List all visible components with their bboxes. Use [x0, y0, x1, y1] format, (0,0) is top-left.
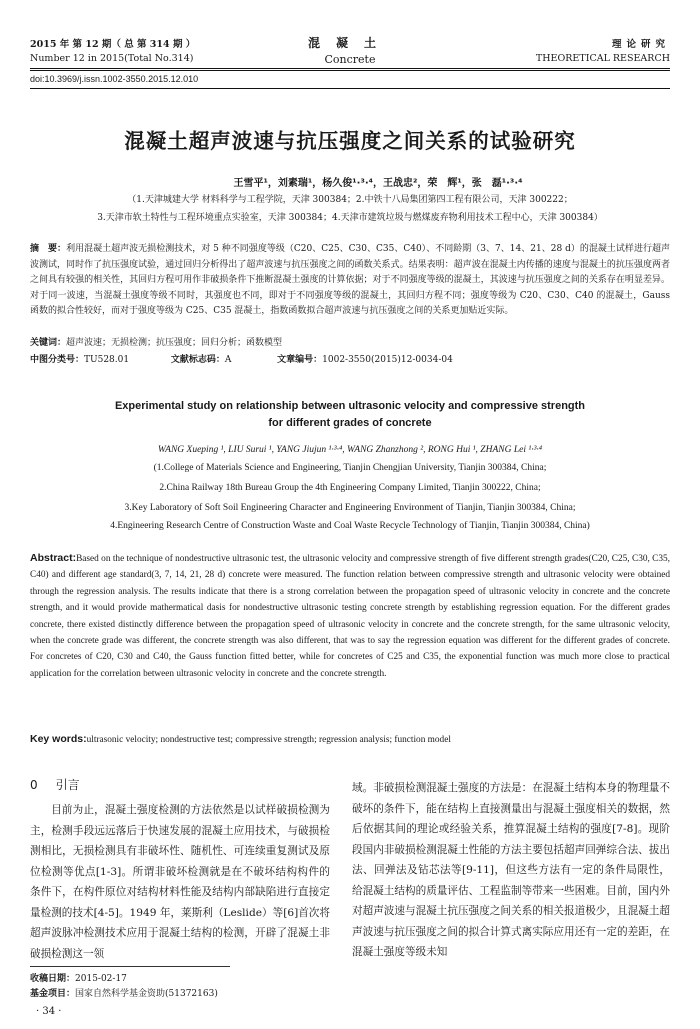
affiliation-en-2: 2.China Railway 18th Bureau Group the 4th Engineering Company Limited, Tianjin 300222, China; — [159, 483, 541, 493]
abstract-cn-label: 摘 要： — [30, 244, 67, 254]
article-title-cn: 混凝土超声波速与抗压强度之间关系的试验研究 — [124, 129, 576, 153]
fund-text: 国家自然科学基金资助(51372163) — [75, 989, 218, 999]
affiliation-en-1: (1.College of Materials Science and Engineering, Tianjin Chengjian University, Tianjin 300384, China; — [153, 463, 547, 473]
header-rule — [30, 68, 670, 69]
article-id-label: 文章编号： — [277, 355, 323, 365]
issue-info-en: Number 12 in 2015(Total No.314) — [30, 53, 194, 64]
body-column-left: 目前为止，混凝土强度检测的方法依然是以试样破损检测为主，检测手段远远落后于快速发展的混凝土应用技术，与破损检测相比，无损检测具有非破坏性、随机性、可连续重复测试及原位检测等优点[1-3]。所谓非破坏检测就是在不破坏结构构件的条件下，在构件原位对结构材料性能及结构内部缺陷进行直接定量检测的技术[4-5]。1949 年，莱斯利（Leslide）等[6]首次将超声波脉冲检测技术应用于混凝土结构的检测，开辟了混凝土非破损检测这一领 — [30, 804, 330, 960]
journal-name-en: Concrete — [324, 53, 376, 66]
footnote-rule — [30, 966, 230, 967]
clc-code: TU528.01 — [84, 355, 130, 365]
keywords-en — [30, 732, 670, 749]
journal-header-row-1 — [30, 36, 670, 52]
clc-label: 中图分类号： — [30, 355, 85, 365]
affiliation-cn-2: 3.天津市软土特性与工程环境重点实验室，天津 300384；4.天津市建筑垃圾与燃煤废弃物利用技术工程中心，天津 300384） — [97, 213, 603, 223]
classification-line — [30, 352, 453, 365]
keywords-en-label: Key words: — [30, 733, 87, 745]
received-date: 2015-02-17 — [75, 974, 127, 984]
authors-en: WANG Xueping ¹, LIU Surui ¹, YANG Jiujun ¹·³·⁴, WANG Zhanzhong ², RONG Hui ¹, ZHANG Lei ¹·³·⁴ — [157, 445, 543, 455]
section-number: 0 — [30, 778, 38, 792]
footnote-received — [30, 971, 127, 984]
header-rule-double — [30, 70, 670, 71]
section-title: 引言 — [55, 778, 80, 792]
affiliation-en-3: 3.Key Laboratory of Soft Soil Engineering Character and Engineering Environment of Tianjin, Tianjin 300384, China; — [124, 503, 576, 513]
affiliation-cn-1: （1.天津城建大学 材料科学与工程学院，天津 300384；2.中铁十八局集团第四工程有限公司，天津 300222； — [127, 195, 573, 205]
section-heading-intro — [30, 776, 80, 793]
column-name-en: THEORETICAL RESEARCH — [535, 53, 670, 64]
received-label: 收稿日期： — [30, 974, 76, 984]
footnote-fund — [30, 986, 218, 999]
keywords-en-text: ultrasonic velocity; nondestructive test; compressive strength; regression analysis; function model — [86, 735, 451, 745]
fund-label: 基金项目： — [30, 989, 76, 999]
doi-rule — [30, 88, 670, 89]
abstract-cn-text: 利用混凝土超声波无损检测技术，对 5 种不同强度等级（C20、C25、C30、C35、C40）、不同龄期（3、7、14、21、28 d）的混凝土试样进行超声波测试，同时作了抗压强度试验，通过回归分析得出了超声波速与抗压强度之间的函数关系式。结果表明：超声波在混凝土内传播的速度与混凝土的抗压强度两者之间具有较强的相关性，其回归方程可用作非破损条件下推断混凝土强度的计算依据；对于不同强度等级的混凝土，其波速与抗压强度之间的关系存在明显差异。对于同一波速，当混凝土强度等级不同时，其强度也不同，即对于不同强度等级的混凝土，其回归方程不同；强度等级为 C20、C30、C40 的混凝土，Gauss 函数的拟合性较好，而对于强度等级为 C25、C35 混凝土，指数函数拟合超声波速与抗压强度之间的关系更加贴近实际。 — [30, 244, 670, 317]
abstract-en — [30, 550, 670, 682]
journal-header-row-2 — [30, 53, 670, 67]
issue-info: 2015 年 第 12 期（ 总 第 314 期 ） — [30, 39, 196, 50]
journal-name-cn: 混凝土 — [307, 36, 392, 50]
abstract-en-label: Abstract: — [30, 552, 77, 564]
article-id: 1002-3550(2015)12-0034-04 — [322, 355, 453, 365]
authors-cn: 王雪平¹，刘素瑞¹，杨久俊¹·³·⁴，王战忠²，荣 辉¹，张 磊¹·³·⁴ — [233, 178, 523, 189]
article-title-en: Experimental study on relationship between ultrasonic velocity and compressive strength for different grades of concrete — [114, 400, 586, 429]
column-name-cn: 理论研究 — [611, 39, 670, 50]
keywords-cn-text: 超声波速；无损检测；抗压强度；回归分析；函数模型 — [66, 338, 283, 348]
keywords-cn-label: 关键词： — [30, 338, 67, 348]
doc-code: A — [224, 355, 232, 365]
keywords-cn — [30, 336, 670, 352]
affiliation-en-4: 4.Engineering Research Centre of Construction Waste and Coal Waste Recycle Technology of Tianjin, Tianjin 300384, China) — [110, 521, 590, 531]
page-number: · 34 · — [36, 1006, 62, 1017]
body-column-right: 域。非破损检测混凝土强度的方法是：在混凝土结构本身的物理量不破坏的条件下，能在结构上直接测量出与混凝土强度相关的数据，然后依据其间的理论或经验关系，推算混凝土结构的强度[7-8]。现阶段国内非破损检测混凝土性能的方法主要包括超声回弹综合法、拔出法、回弹法及钻芯法等[9-11]，但这些方法有一定的条件局限性，给混凝土结构的质量评估、工程监制等带来一些困难。目前，国内外对超声波速与混凝土抗压强度之间关系的相关报道极少，且混凝土超声波速与抗压强度之间的拟合计算式离实际应用还有一定的差距，在混凝土强度等级未知 — [352, 782, 670, 958]
abstract-en-text: Based on the technique of nondestructive ultrasonic test, the ultrasonic velocity and compressive strength of five different strength grades(C20, C25, C30, C35, C40) and different age standard(3, 7, 14, 21, 28 d) concrete were measured. The function relation between compressive strength and ultrasonic velocity were obtained through the regression analysis. The results indicate that there is a strong correlation between the propagation speed of ultrasonic velocity in concrete and the concrete strength, and it would provide mathermatical dasis for nondestructive ultrasonic testing concrete strength by establishing regression equation. For the different grades concrete, there existed distinctly difference between the propagation speed of ultrasonic velocity in concrete and the concrete strength, for the same ultrasonic velocity, when the concrete grade was different, the concrete strength was also different, that was to say the regression equation was different for the different grades of concrete. For concretes of C20, C30 and C40, the Gauss function fitted better, while for concretes of C25 and C35, the exponential function was much more close to practical application for the correlation between ultrasonic velocity in concrete and the concrete strength. — [30, 554, 670, 679]
abstract-cn — [30, 242, 670, 320]
doi[interactable]: doi:10.3969/j.issn.1002-3550.2015.12.010 — [30, 74, 199, 84]
doc-code-label: 文献标志码： — [170, 355, 225, 365]
